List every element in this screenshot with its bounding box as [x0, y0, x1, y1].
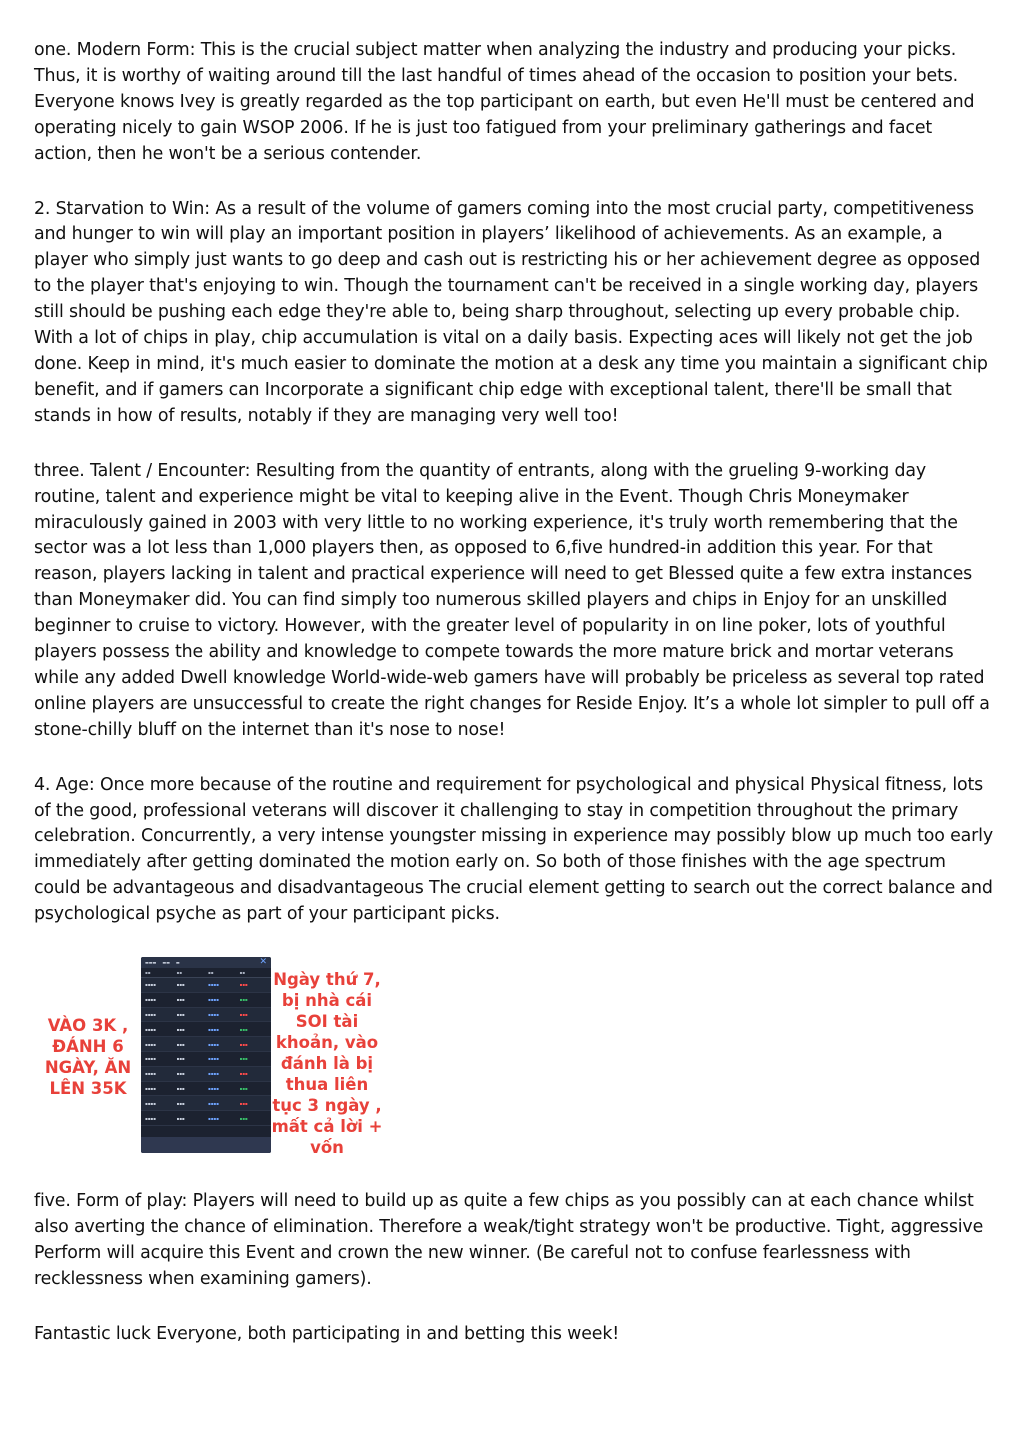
screenshot-row: ▪▪▪▪ ▪▪▪ ▪▪▪▪ ▪▪▪: [141, 978, 271, 993]
screenshot-rows: [141, 978, 271, 1126]
betting-screenshot-figure: [34, 957, 994, 1158]
screenshot-row: ▪▪▪▪ ▪▪▪ ▪▪▪▪ ▪▪▪: [141, 1096, 271, 1111]
screenshot-column-headers: ▪▪ ▪▪ ▪▪ ▪▪: [141, 968, 271, 978]
paragraph-hunger-to-win: 2. Starvation to Win: As a result of the volume of gamers coming into the most crucial party, competitiveness and hunger to win will play an important position in players’ likelihood of achievements. As an example, a player who simply just wants to go deep and cash out is restricting his or her achievement degree as opposed to the player that's enjoying to win. Though the tournament can't be received in a single working day, players still should be pushing each edge they're able to, being sharp throughout, selecting up every probable chip. With a lot of chips in play, chip accumulation is vital on a daily basis. Expecting aces will likely not get the job done. Keep in mind, it's much easier to dominate the motion at a desk any time you maintain a significant chip benefit, and if gamers can Incorporate a significant chip edge with exceptional talent, there'll be small that stands in how of results, notably if they are managing very well too!: [34, 198, 988, 426]
screenshot-row: ▪▪▪▪ ▪▪▪ ▪▪▪▪ ▪▪▪: [141, 1022, 271, 1037]
paragraph-closing: Fantastic luck Everyone, both participating in and betting this week!: [34, 1323, 620, 1344]
figure-caption-left: VÀO 3K , ĐÁNH 6 NGÀY, ĂN LÊN 35K: [44, 1016, 132, 1099]
screenshot-row: ▪▪▪▪ ▪▪▪ ▪▪▪▪ ▪▪▪: [141, 993, 271, 1008]
screenshot-row: ▪▪▪▪ ▪▪▪ ▪▪▪▪ ▪▪▪: [141, 1037, 271, 1052]
screenshot-header-bar: ▬▬▬ ▬▬ ▬ ✕: [141, 957, 271, 968]
close-icon: ✕: [259, 957, 267, 968]
screenshot-row: ▪▪▪▪ ▪▪▪ ▪▪▪▪ ▪▪▪: [141, 1111, 271, 1126]
paragraph-talent-experience: three. Talent / Encounter: Resulting from the quantity of entrants, along with the grueling 9-working day routine, talent and experience might be vital to keeping alive in the Event. Though Chris Moneymaker miraculously gained in 2003 with very little to no working experience, it's truly worth remembering that the sector was a lot less than 1,000 players then, as opposed to 6,five hundred-in addition this year. For that reason, players lacking in talent and practical experience will need to get Blessed quite a few extra instances than Moneymaker did. You can find simply too numerous skilled players and chips in Enjoy for an unskilled beginner to cruise to victory. However, with the greater level of popularity in on line poker, lots of youthful players possess the ability and knowledge to compete towards the more mature brick and mortar veterans while any added Dwell knowledge World-wide-web gamers have will probably be priceless as several top rated online players are unsuccessful to create the right changes for Reside Enjoy. It’s a whole lot simpler to pull off a stone-chilly bluff on the internet than it's nose to nose!: [34, 460, 990, 740]
article-body: [34, 38, 994, 1377]
screenshot-footer: [141, 1137, 271, 1153]
betting-history-screenshot: [141, 957, 271, 1153]
figure-caption-right: Ngày thứ 7, bị nhà cái SOI tài khoản, vào đánh là bị thua liên tục 3 ngày , mất cả lời + vốn: [271, 970, 383, 1158]
paragraph-form-of-play: five. Form of play: Players will need to build up as quite a few chips as you possibly can at each chance whilst also averting the chance of elimination. Therefore a weak/tight strategy won't be productive. Tight, aggressive Perform will acquire this Event and crown the new winner. (Be careful not to confuse fearlessness with recklessness when examining gamers).: [34, 1191, 984, 1289]
screenshot-row: ▪▪▪▪ ▪▪▪ ▪▪▪▪ ▪▪▪: [141, 1052, 271, 1067]
screenshot-row: ▪▪▪▪ ▪▪▪ ▪▪▪▪ ▪▪▪: [141, 1008, 271, 1023]
screenshot-row: ▪▪▪▪ ▪▪▪ ▪▪▪▪ ▪▪▪: [141, 1082, 271, 1097]
screenshot-row: ▪▪▪▪ ▪▪▪ ▪▪▪▪ ▪▪▪: [141, 1067, 271, 1082]
paragraph-age: 4. Age: Once more because of the routine and requirement for psychological and physical Physical fitness, lots of the good, professional veterans will discover it challenging to stay in competition throughout the primary celebration. Concurrently, a very intense youngster missing in experience may possibly blow up much too early immediately after getting dominated the motion early on. So both of those finishes with the age spectrum could be advantageous and disadvantageous The crucial element getting to search out the correct balance and psychological psyche as part of your participant picks.: [34, 774, 994, 925]
paragraph-modern-form: one. Modern Form: This is the crucial subject matter when analyzing the industry and producing your picks. Thus, it is worthy of waiting around till the last handful of times ahead of the occasion to position your bets. Everyone knows Ivey is greatly regarded as the top participant on earth, but even He'll must be centered and operating nicely to gain WSOP 2006. If he is just too fatigued from your preliminary gatherings and facet action, then he won't be a serious contender.: [34, 40, 975, 164]
